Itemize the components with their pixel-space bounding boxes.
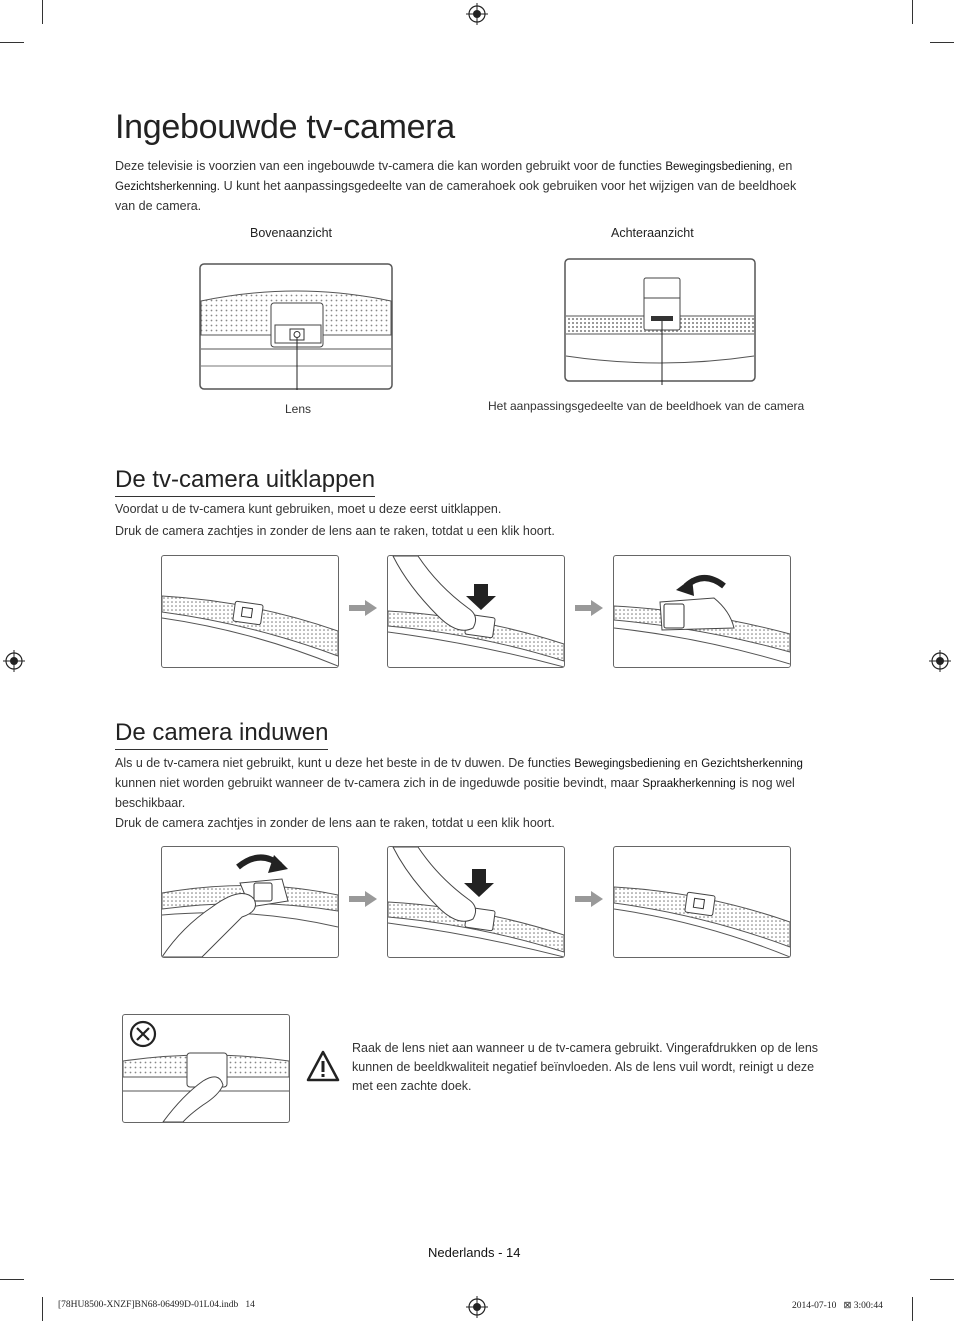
file-info: [78HU8500-XNZF]BN68-06499D-01L04.indb 14 — [58, 1300, 255, 1310]
keyword-face-recognition: Gezichtsherkenning — [115, 181, 217, 193]
crop-mark — [42, 0, 43, 24]
crop-mark — [912, 1297, 913, 1321]
section-heading-unfold: De tv-camera uitklappen — [115, 466, 375, 497]
unfold-step-1 — [161, 555, 339, 668]
right-arrow-icon — [349, 600, 377, 616]
warning-text — [352, 1039, 852, 1096]
keyword-face-recognition: Gezichtsherkenning — [701, 758, 803, 770]
rear-view-diagram — [564, 258, 758, 385]
section-heading-push-in: De camera induwen — [115, 719, 328, 750]
right-arrow-icon — [575, 891, 603, 907]
push-in-text: beschikbaar. — [115, 796, 186, 810]
page-title: Ingebouwde tv-camera — [115, 108, 455, 146]
date-info: 2014-07-10 ⊠ 3:00:44 — [792, 1301, 883, 1311]
push-in-paragraph — [115, 754, 845, 813]
push-in-text: en — [680, 756, 702, 770]
push-in-step-2 — [387, 846, 565, 958]
prohibited-icon — [128, 1019, 158, 1049]
registration-mark-icon — [466, 3, 488, 25]
page-number: Nederlands - 14 — [428, 1245, 521, 1260]
crop-mark — [0, 42, 24, 43]
crop-mark — [0, 1279, 24, 1280]
top-view-label: Bovenaanzicht — [250, 226, 333, 240]
right-arrow-icon — [575, 600, 603, 616]
keyword-motion-control: Bewegingsbediening — [574, 758, 681, 770]
warning-line: Raak de lens niet aan wanneer u de tv-camera gebruikt. Vingerafdrukken op de lens — [352, 1041, 819, 1055]
lens-caption: Lens — [285, 402, 312, 416]
push-in-step-1 — [161, 846, 339, 958]
keyword-motion-control: Bewegingsbediening — [665, 161, 772, 173]
unfold-instruction: Druk de camera zachtjes in zonder de lens aan te raken, totdat u een klik hoort. — [115, 524, 555, 538]
push-in-instruction: Druk de camera zachtjes in zonder de lens aan te raken, totdat u een klik hoort. — [115, 816, 555, 830]
warning-triangle-icon — [306, 1050, 340, 1082]
intro-text: Deze televisie is voorzien van een ingebouwde tv-camera die kan worden gebruikt voor de functies — [115, 159, 666, 173]
push-in-text: kunnen niet worden gebruikt wanneer de tv-camera zich in de ingeduwde positie bevindt, maar — [115, 776, 643, 790]
push-in-step-3 — [613, 846, 791, 958]
intro-paragraph — [115, 157, 835, 216]
rear-view-label: Achteraanzicht — [611, 226, 694, 240]
top-view-diagram — [199, 263, 393, 390]
intro-text: van de camera. — [115, 199, 202, 213]
intro-text: , en — [771, 159, 793, 173]
crop-mark — [930, 42, 954, 43]
adjust-caption: Het aanpassingsgedeelte van de beeldhoek van de camera — [488, 399, 805, 413]
crop-mark — [930, 1279, 954, 1280]
intro-text: . U kunt het aanpassingsgedeelte van de camerahoek ook gebruiken voor het wijzigen van de beeldhoek — [216, 179, 797, 193]
push-in-text: Als u de tv-camera niet gebruikt, kunt u deze het beste in de tv duwen. De functies — [115, 756, 575, 770]
warning-line: met een zachte doek. — [352, 1079, 472, 1093]
right-arrow-icon — [349, 891, 377, 907]
unfold-step-3 — [613, 555, 791, 668]
unfold-step-2 — [387, 555, 565, 668]
registration-mark-icon — [929, 650, 951, 672]
warning-line: kunnen de beeldkwaliteit negatief beïnvloeden. Als de lens vuil wordt, reinigt u deze — [352, 1060, 815, 1074]
crop-mark — [912, 0, 913, 24]
registration-mark-icon — [466, 1296, 488, 1318]
unfold-text: Voordat u de tv-camera kunt gebruiken, moet u deze eerst uitklappen. — [115, 502, 502, 516]
keyword-voice-recognition: Spraakherkenning — [642, 778, 736, 790]
registration-mark-icon — [3, 650, 25, 672]
crop-mark — [42, 1297, 43, 1321]
push-in-text: is nog wel — [735, 776, 795, 790]
